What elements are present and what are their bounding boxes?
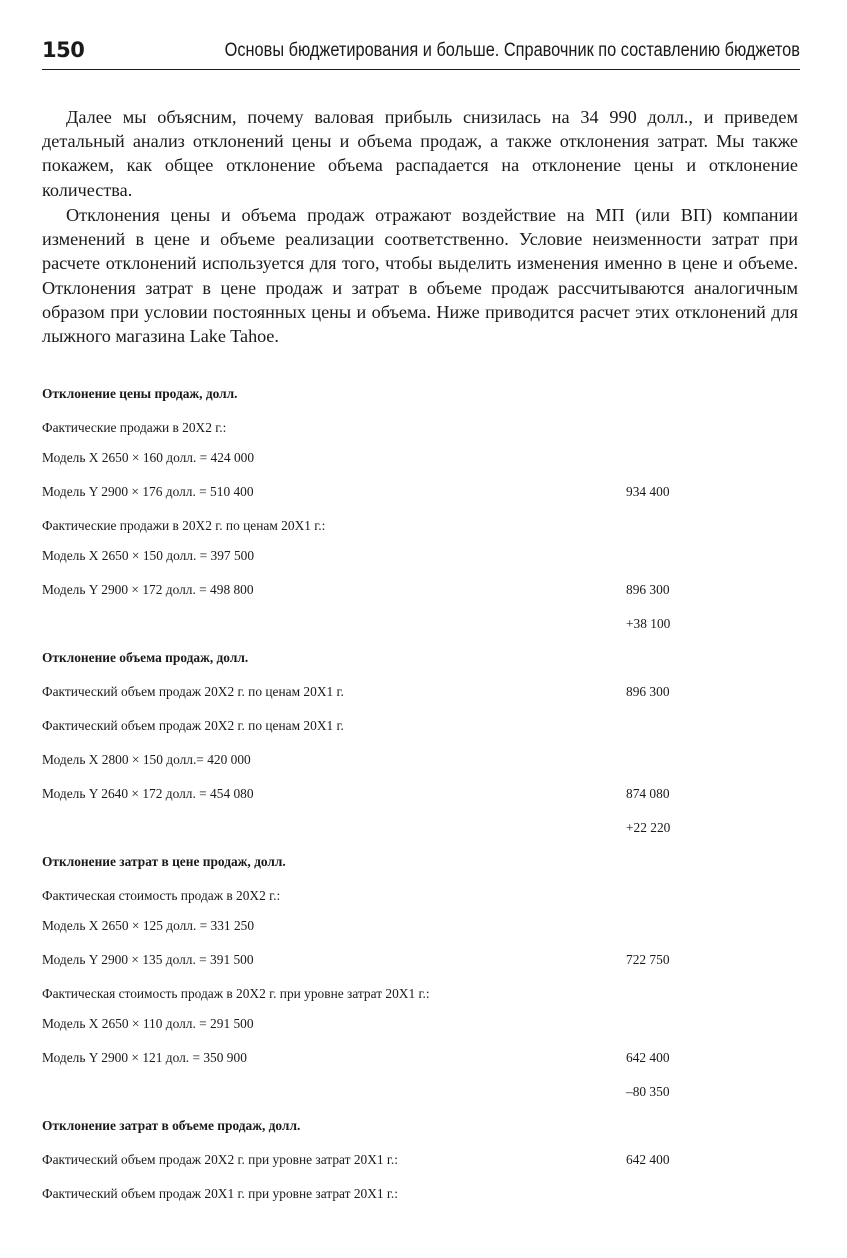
calc-row xyxy=(42,678,798,712)
variance-section xyxy=(42,848,798,1112)
calc-row-label: Модель Y 2900 × 135 долл. = 391 500 xyxy=(42,952,254,967)
calc-row xyxy=(42,478,798,512)
calc-row xyxy=(42,712,798,746)
calc-row-value: +22 220 xyxy=(626,820,671,835)
calc-row-label: Модель X 2650 × 110 долл. = 291 500 xyxy=(42,1016,254,1031)
calc-row-label: Модель Y 2900 × 121 дол. = 350 900 xyxy=(42,1050,247,1065)
page-header xyxy=(42,38,800,72)
calc-row-label: Фактическая стоимость продаж в 20Х2 г. при уровне затрат 20Х1 г.: xyxy=(42,986,430,1001)
calc-row-label: Модель X 2800 × 150 долл.= 420 000 xyxy=(42,752,251,767)
calc-row-label: Модель X 2650 × 160 долл. = 424 000 xyxy=(42,450,255,465)
calc-row xyxy=(42,980,798,1010)
calc-row xyxy=(42,610,798,644)
calc-row-label: Фактическая стоимость продаж в 20Х2 г.: xyxy=(42,888,281,903)
calc-row-value: 896 300 xyxy=(626,582,670,597)
calc-row xyxy=(42,414,798,444)
paragraph-1: Далее мы объясним, почему валовая прибыль снизилась на 34 990 долл., и приведем детальный анализ отклонений цены и объема продаж, а также отклонения затрат. Мы также покажем, как общее отклонение объема распадается на отклонение цены и отклонение количества. xyxy=(42,107,798,200)
calc-row xyxy=(42,512,798,542)
section-title: Отклонение цены продаж, долл. xyxy=(42,386,238,401)
calc-row-label: Модель X 2650 × 125 долл. = 331 250 xyxy=(42,918,255,933)
calc-row xyxy=(42,542,798,576)
section-title: Отклонение затрат в цене продаж, долл. xyxy=(42,854,286,869)
calc-row xyxy=(42,1180,798,1214)
calc-row-label: Модель X 2650 × 150 долл. = 397 500 xyxy=(42,548,255,563)
calc-row-value: 874 080 xyxy=(626,786,670,801)
calc-row xyxy=(42,1146,798,1180)
section-title: Отклонение объема продаж, долл. xyxy=(42,650,249,665)
calc-row-value: 722 750 xyxy=(626,952,670,967)
calc-row-value: 934 400 xyxy=(626,484,670,499)
calc-row-label: Фактический объем продаж 20Х2 г. по ценам 20Х1 г. xyxy=(42,684,344,699)
calc-row xyxy=(42,882,798,912)
calc-row-value: +38 100 xyxy=(626,616,671,631)
calc-row-label: Модель Y 2900 × 176 долл. = 510 400 xyxy=(42,484,254,499)
page-number: 150 xyxy=(42,38,85,62)
calc-row-label: Модель Y 2900 × 172 долл. = 498 800 xyxy=(42,582,254,597)
calc-row-label: Фактический объем продаж 20Х1 г. при уровне затрат 20Х1 г.: xyxy=(42,1186,398,1201)
running-title: Основы бюджетирования и больше. Справочник по составлению бюджетов xyxy=(224,40,800,61)
calc-row xyxy=(42,780,798,814)
variance-section xyxy=(42,644,798,848)
calc-row xyxy=(42,1078,798,1112)
calc-row-value: –80 350 xyxy=(626,1084,670,1099)
calc-row xyxy=(42,814,798,848)
calc-row-label: Фактический объем продаж 20Х2 г. при уровне затрат 20Х1 г.: xyxy=(42,1152,398,1167)
calc-row xyxy=(42,746,798,780)
variance-section xyxy=(42,380,798,644)
calc-row-label: Фактический объем продаж 20Х2 г. по ценам 20Х1 г. xyxy=(42,718,344,733)
header-rule xyxy=(42,69,800,70)
variance-calculations xyxy=(42,380,798,1214)
section-title: Отклонение затрат в объеме продаж, долл. xyxy=(42,1118,301,1133)
calc-row-value: 642 400 xyxy=(626,1152,670,1167)
calc-row xyxy=(42,946,798,980)
calc-row xyxy=(42,444,798,478)
calc-row-value: 896 300 xyxy=(626,684,670,699)
calc-row-value: 642 400 xyxy=(626,1050,670,1065)
calc-row xyxy=(42,912,798,946)
calc-row-label: Фактические продажи в 20Х2 г.: xyxy=(42,420,227,435)
calc-row-label: Модель Y 2640 × 172 долл. = 454 080 xyxy=(42,786,254,801)
calc-row xyxy=(42,576,798,610)
calc-row xyxy=(42,1010,798,1044)
calc-row xyxy=(42,1044,798,1078)
calc-row-label: Фактические продажи в 20Х2 г. по ценам 20Х1 г.: xyxy=(42,518,326,533)
variance-section xyxy=(42,1112,798,1214)
paragraph-2: Отклонения цены и объема продаж отражают воздействие на МП (или ВП) компании изменений в цене и объеме реализации соответственно. Условие неизменности затрат при расчете отклонений используется для того, чтобы выделить изменения именно в цене и объеме. Отклонения затрат в цене продаж и затрат в объеме продаж рассчитываются аналогичным образом при условии постоянных цены и объема. Ниже приводится расчет этих отклонений для лыжного магазина Lake Tahoe. xyxy=(42,205,798,347)
